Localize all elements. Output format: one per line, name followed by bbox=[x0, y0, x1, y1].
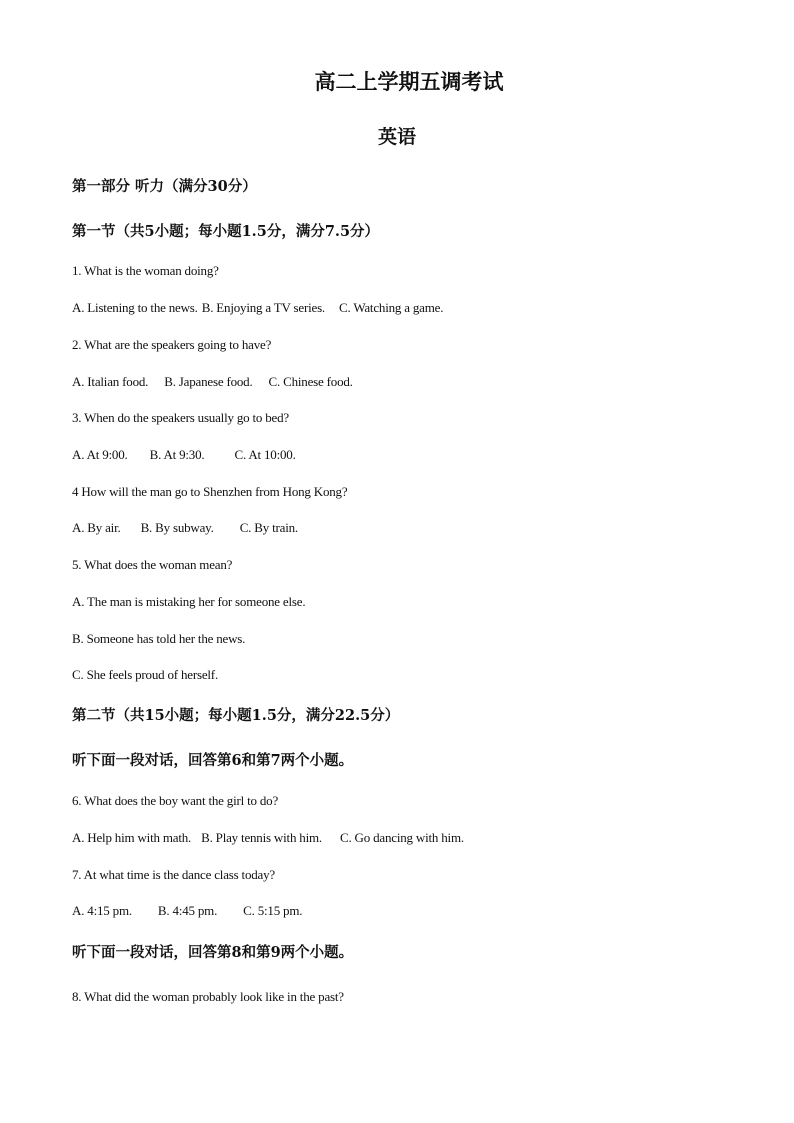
exam-subject: 英语 bbox=[377, 126, 416, 148]
part1-heading: 第一部分 听力（满分30分） bbox=[72, 178, 257, 195]
question-4-option-b: B. By subway. bbox=[140, 520, 214, 535]
question-6-option-c: C. Go dancing with him. bbox=[339, 830, 464, 845]
question-1-option-a: A. Listening to the news. bbox=[72, 300, 198, 315]
question-6-options bbox=[72, 829, 478, 847]
question-2-option-a: A. Italian food. bbox=[72, 374, 149, 389]
question-4-option-c: C. By train. bbox=[239, 520, 298, 535]
section2-heading: 第二节（共15小题；每小题1.5分，满分22.5分） bbox=[72, 707, 400, 724]
question-1-options bbox=[72, 299, 457, 317]
section1-heading: 第一节（共5小题；每小题1.5分，满分7.5分） bbox=[72, 223, 380, 240]
question-6-stem: 6. What does the boy want the girl to do? bbox=[72, 793, 279, 808]
question-7-option-a: A. 4:15 pm. bbox=[72, 903, 132, 918]
question-3-option-b: B. At 9:30. bbox=[149, 447, 205, 462]
question-2-options bbox=[72, 373, 367, 391]
question-7-options bbox=[72, 902, 316, 920]
question-3-options bbox=[72, 446, 310, 464]
exam-title: 高二上学期五调考试 bbox=[314, 69, 504, 94]
question-3-option-c: C. At 10:00. bbox=[234, 447, 296, 462]
question-2-stem: 2. What are the speakers going to have? bbox=[72, 337, 272, 352]
question-7-option-b: B. 4:45 pm. bbox=[157, 903, 218, 918]
question-2-option-c: C. Chinese food. bbox=[268, 374, 353, 389]
question-5-option-a: A. The man is mistaking her for someone else. bbox=[72, 594, 306, 609]
question-3-option-a: A. At 9:00. bbox=[72, 447, 128, 462]
question-3-stem: 3. When do the speakers usually go to bed? bbox=[72, 410, 289, 425]
question-4-options bbox=[72, 519, 312, 537]
question-1-option-b: B. Enjoying a TV series. bbox=[201, 300, 325, 315]
question-2-option-b: B. Japanese food. bbox=[164, 374, 253, 389]
question-1-option-c: C. Watching a game. bbox=[338, 300, 444, 315]
question-5-option-b: B. Someone has told her the news. bbox=[72, 631, 246, 646]
question-4-option-a: A. By air. bbox=[72, 520, 121, 535]
question-7-stem: 7. At what time is the dance class today? bbox=[72, 867, 275, 882]
question-4-stem: 4 How will the man go to Shenzhen from Hong Kong? bbox=[72, 484, 348, 499]
question-7-option-c: C. 5:15 pm. bbox=[243, 903, 303, 918]
question-6-option-b: B. Play tennis with him. bbox=[201, 830, 322, 845]
question-5-option-c: C. She feels proud of herself. bbox=[72, 667, 218, 682]
question-8-stem: 8. What did the woman probably look like in the past? bbox=[72, 989, 344, 1004]
dialog-2-instruction: 听下面一段对话，回答第8和第9两个小题。 bbox=[72, 944, 354, 961]
dialog-1-instruction: 听下面一段对话，回答第6和第7两个小题。 bbox=[72, 752, 354, 769]
question-6-option-a: A. Help him with math. bbox=[72, 830, 192, 845]
question-1-stem: 1. What is the woman doing? bbox=[72, 263, 219, 278]
question-5-stem: 5. What does the woman mean? bbox=[72, 557, 233, 572]
